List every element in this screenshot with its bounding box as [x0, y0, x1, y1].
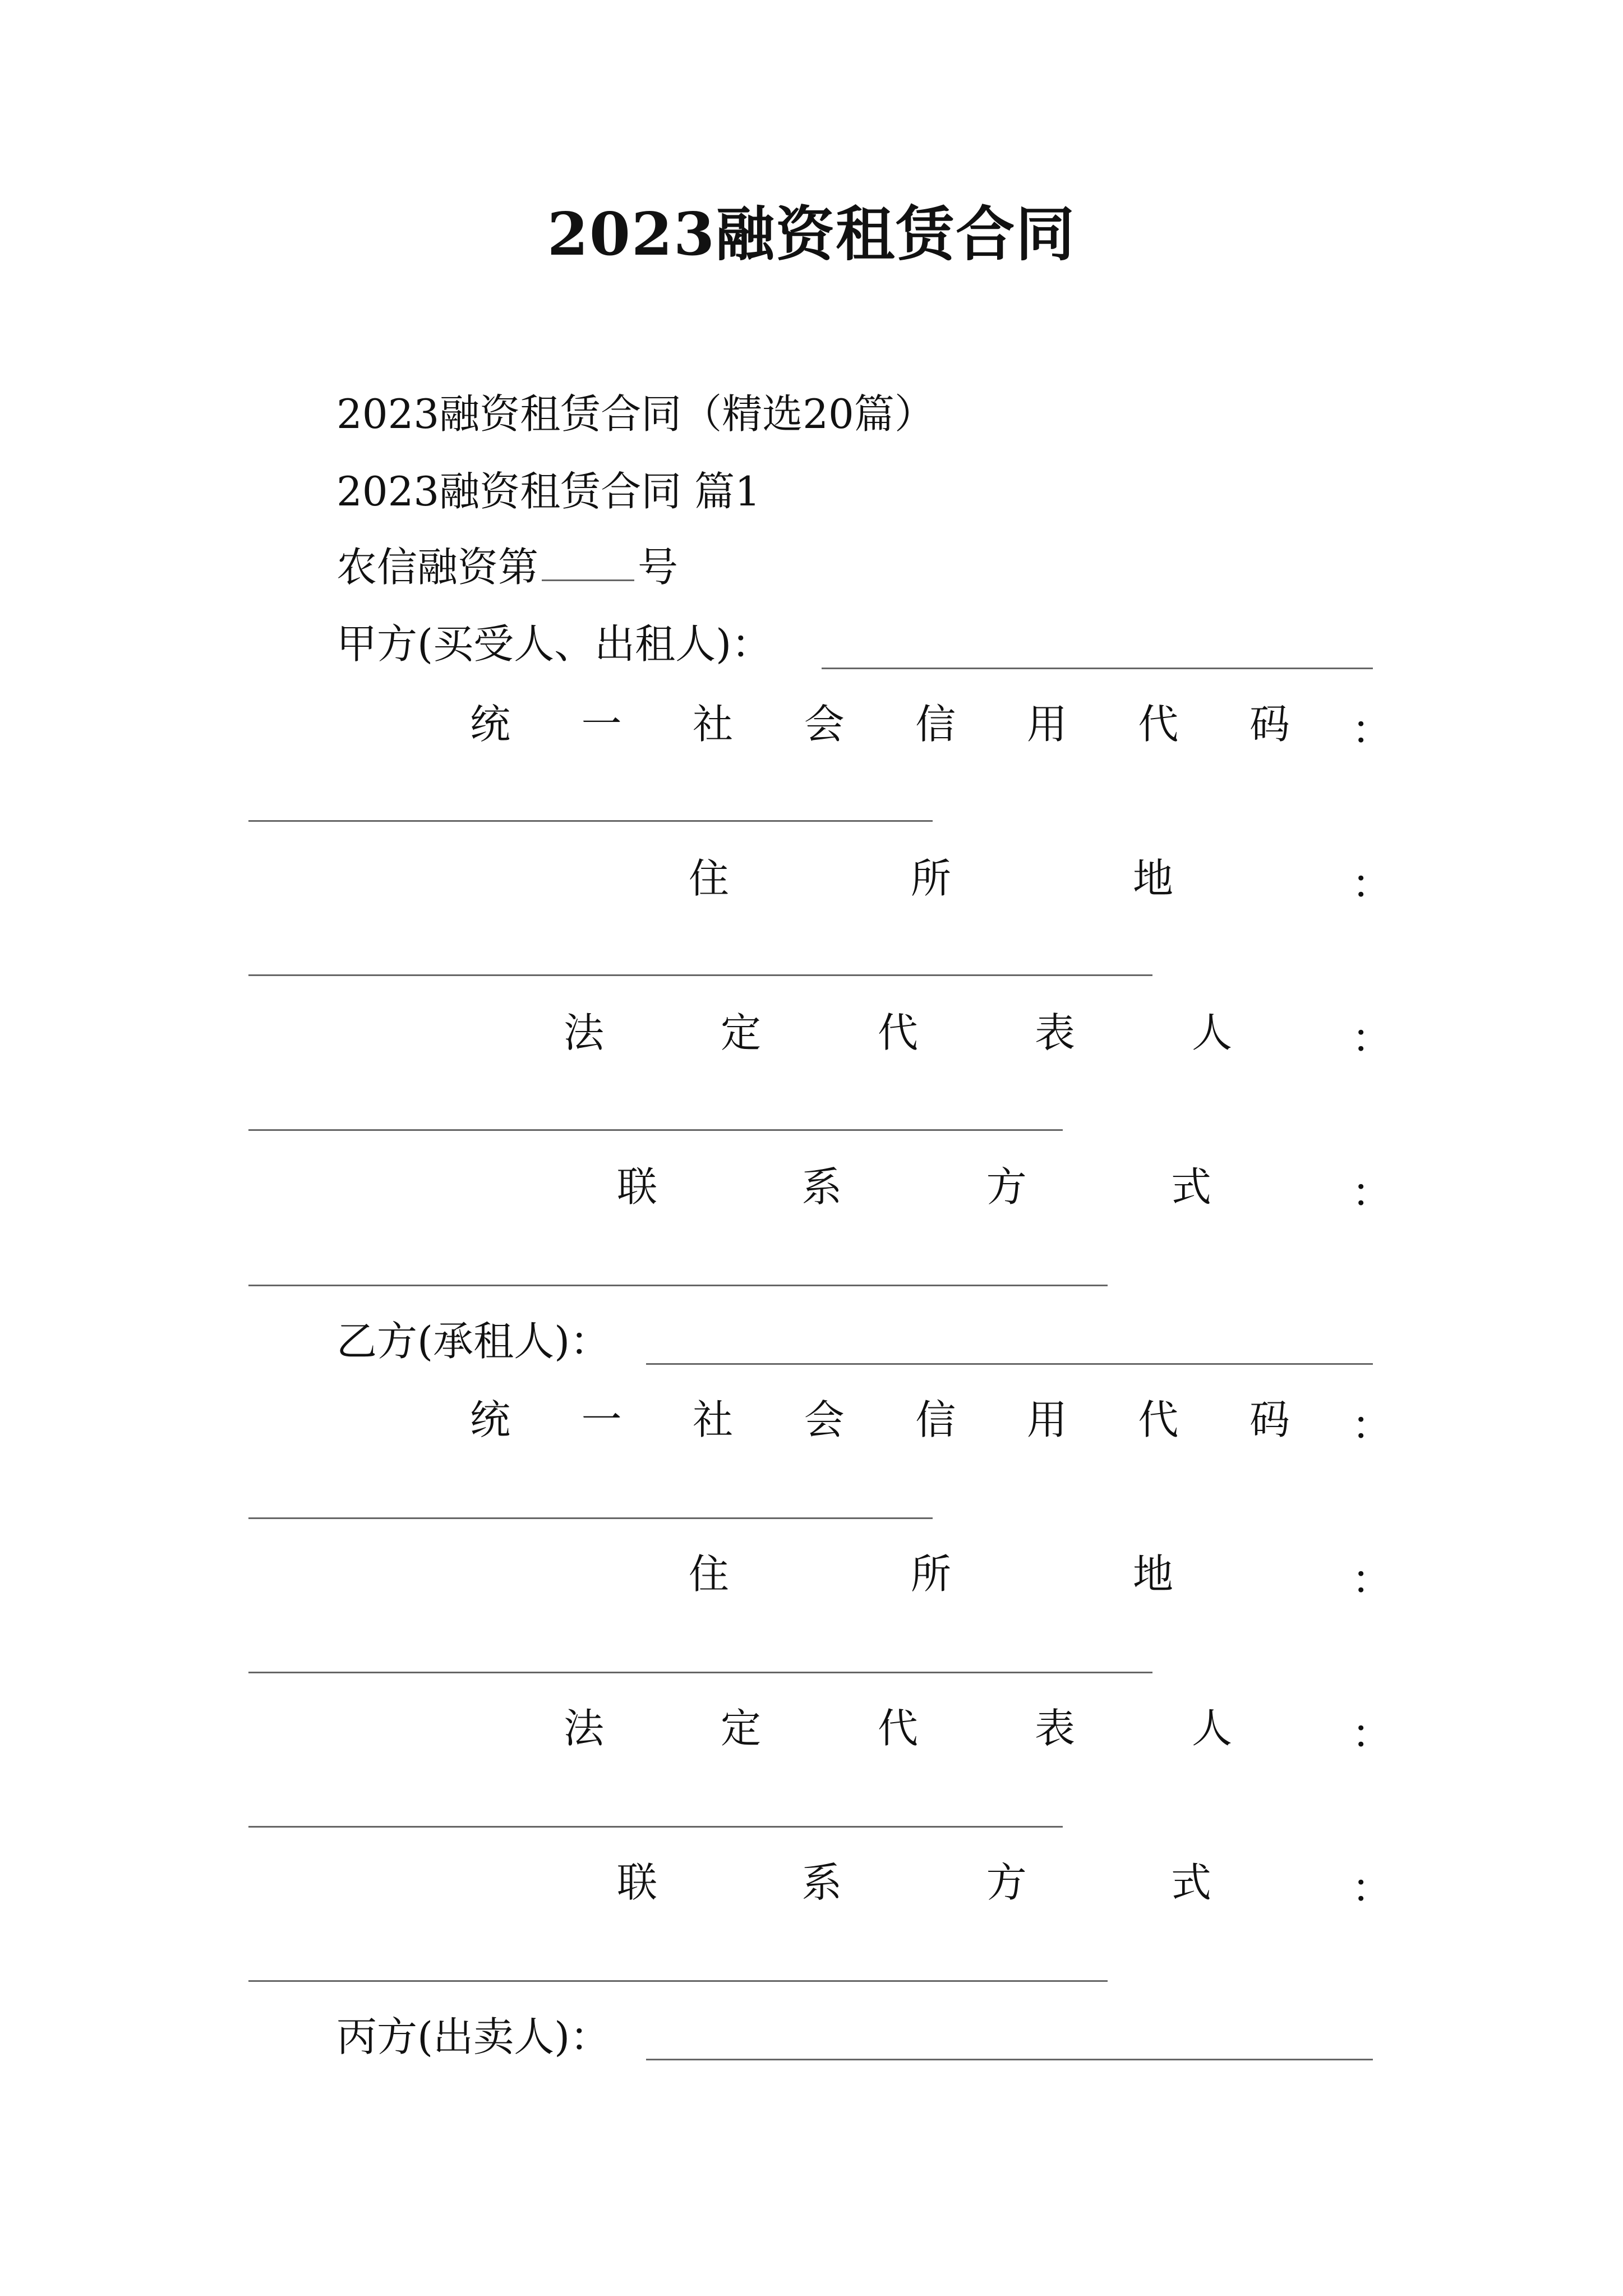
- label-char: 联: [617, 1163, 658, 1211]
- party-b-contact-label: [617, 1859, 1211, 1906]
- label-char: 社: [693, 701, 734, 748]
- label-char: 代: [877, 1705, 918, 1752]
- party-a-label: 甲方(买受人、出租人)：: [336, 620, 772, 668]
- party-b-legal-rep-label: [564, 1705, 1232, 1752]
- label-char: 码: [1249, 1396, 1290, 1443]
- party-a-name-blank[interactable]: [822, 668, 1373, 669]
- party-a-credit-code-blank[interactable]: [248, 820, 933, 822]
- party-b-label: 乙方(承租人)：: [336, 1318, 611, 1365]
- party-b-credit-code-label: [470, 1396, 1290, 1443]
- label-char: 系: [801, 1859, 842, 1906]
- party-a-address-blank[interactable]: [248, 974, 1152, 976]
- party-b-contact-blank[interactable]: [248, 1980, 1108, 1982]
- label-char: 地: [1132, 855, 1173, 902]
- label-char: 代: [877, 1009, 918, 1056]
- label-char: 法: [564, 1705, 605, 1752]
- contract-number-line: [336, 544, 679, 591]
- party-b-name-blank[interactable]: [646, 1363, 1373, 1365]
- article-heading: 2023融资租赁合同 篇1: [336, 468, 760, 515]
- label-char: 地: [1132, 1550, 1173, 1598]
- label-char: 系: [801, 1163, 842, 1211]
- label-char: 信: [915, 1396, 956, 1443]
- label-char: 统: [470, 1396, 511, 1443]
- label-char: 联: [617, 1859, 658, 1906]
- label-char: 住: [689, 855, 730, 902]
- party-b-credit-code-blank[interactable]: [248, 1517, 933, 1519]
- label-char: 一: [581, 1396, 622, 1443]
- label-char: 式: [1170, 1859, 1211, 1906]
- label-char: 所: [910, 855, 951, 902]
- label-char: 定: [720, 1705, 761, 1752]
- party-a-credit-code-label: [470, 701, 1290, 748]
- party-a-contact-label: [617, 1163, 1211, 1211]
- party-a-legal-rep-blank[interactable]: [248, 1129, 1063, 1131]
- party-c-label: 丙方(出卖人)：: [336, 2013, 611, 2060]
- colon: ：: [1352, 706, 1393, 753]
- contract-collection-heading: 2023融资租赁合同（精选20篇）: [336, 390, 935, 438]
- party-b-address-blank[interactable]: [248, 1672, 1152, 1673]
- colon: ：: [1352, 1556, 1393, 1603]
- label-char: 式: [1170, 1163, 1211, 1211]
- label-char: 统: [470, 701, 511, 748]
- label-char: 一: [581, 701, 622, 748]
- label-char: 码: [1249, 701, 1290, 748]
- label-char: 表: [1034, 1705, 1075, 1752]
- label-char: 用: [1026, 701, 1067, 748]
- colon: ：: [1352, 861, 1393, 908]
- party-b-legal-rep-blank[interactable]: [248, 1826, 1063, 1828]
- label-char: 定: [720, 1009, 761, 1056]
- label-char: 用: [1026, 1396, 1067, 1443]
- contract-number-blank[interactable]: [542, 548, 634, 581]
- label-char: 会: [804, 1396, 845, 1443]
- label-char: 信: [915, 701, 956, 748]
- colon: ：: [1352, 1169, 1393, 1216]
- label-char: 代: [1138, 701, 1179, 748]
- label-char: 会: [804, 701, 845, 748]
- contract-number-prefix: 农信融资第: [336, 544, 539, 591]
- label-char: 代: [1138, 1396, 1179, 1443]
- label-char: 住: [689, 1550, 730, 1598]
- label-char: 人: [1191, 1009, 1232, 1056]
- label-char: 方: [986, 1163, 1027, 1211]
- label-char: 所: [910, 1550, 951, 1598]
- colon: ：: [1352, 1865, 1393, 1912]
- party-a-legal-rep-label: [564, 1009, 1232, 1056]
- party-c-name-blank[interactable]: [646, 2059, 1373, 2060]
- colon: ：: [1352, 1710, 1393, 1757]
- label-char: 人: [1191, 1705, 1232, 1752]
- label-char: 表: [1034, 1009, 1075, 1056]
- colon: ：: [1352, 1402, 1393, 1449]
- party-a-address-label: [689, 855, 1173, 902]
- label-char: 法: [564, 1009, 605, 1056]
- colon: ：: [1352, 1015, 1393, 1062]
- label-char: 社: [693, 1396, 734, 1443]
- party-b-address-label: [689, 1550, 1173, 1598]
- party-a-contact-blank[interactable]: [248, 1285, 1108, 1286]
- document-title: 2023融资租赁合同: [547, 199, 1076, 269]
- label-char: 方: [986, 1859, 1027, 1906]
- contract-number-suffix: 号: [638, 544, 679, 591]
